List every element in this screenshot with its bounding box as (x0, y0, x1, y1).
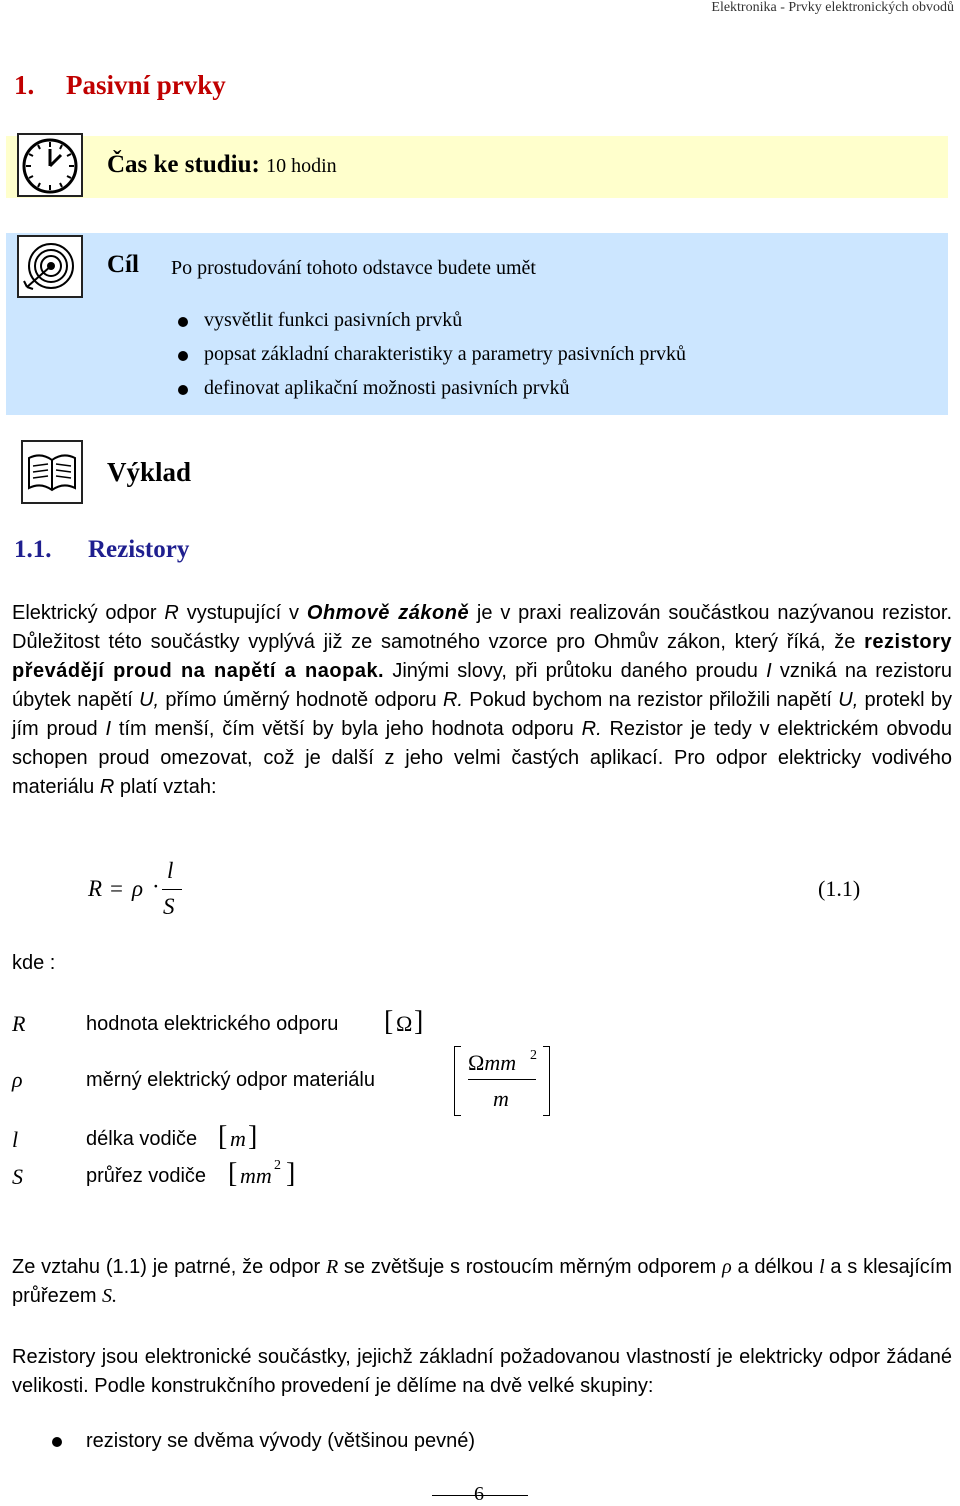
formula-denominator: S (163, 894, 175, 919)
fraction-bar (468, 1079, 536, 1080)
symbol-s: S (12, 1164, 23, 1189)
bracket-right: ] (286, 1158, 296, 1189)
symbol-i: I (766, 660, 772, 682)
symbol-desc: hodnota elektrického odporu (86, 1013, 339, 1035)
list-item: vysvětlit funkci pasivních prvků (178, 309, 686, 343)
chapter-number: 1. (14, 70, 35, 100)
bracket-left: [ (228, 1158, 238, 1189)
text-run: se zvětšuje s rostoucím měrným odporem (338, 1256, 723, 1278)
formula-dot: · (152, 874, 160, 899)
text-run: Pokud bychom na rezistor přiložili napětí (462, 689, 839, 711)
paragraph-groups: Rezistory jsou elektronické součástky, jejichž základní požadovanou vlastností je elektricky odpor žádané velikosti. Podle konstrukčního provedení je dělíme na dvě velké skupiny: (12, 1346, 952, 1397)
list-item: definovat aplikační možnosti pasivních prvků (178, 377, 686, 411)
symbol-r: R (99, 776, 115, 798)
book-icon (21, 440, 83, 504)
text-run: Jinými slovy, při průtoku daného proudu (384, 660, 767, 682)
formula-numerator: l (167, 858, 174, 883)
explanation-heading: Výklad (107, 457, 192, 487)
symbol-rho: ρ (722, 1256, 732, 1278)
study-time-value: 10 hodin (266, 155, 337, 177)
symbol-l: l (819, 1256, 825, 1278)
chapter-title: Pasivní prvky (66, 70, 226, 100)
unit-omega: Ω (468, 1050, 485, 1075)
target-icon (17, 235, 83, 298)
paragraph-relation (12, 1253, 952, 1311)
symbol-i: I (105, 718, 112, 740)
unit-ohm: Ω (396, 1011, 413, 1036)
where-label: kde : (12, 952, 56, 974)
list-item: popsat základní charakteristiky a parametry pasivních prvků (178, 343, 686, 377)
section-title: Rezistory (88, 536, 190, 563)
goal-label: Cíl (107, 251, 139, 278)
text-run: platí vztah: (114, 776, 217, 798)
formula-rho: ρ (132, 876, 144, 901)
text-run: přímo úměrný hodnotě odporu (159, 689, 443, 711)
goal-list (178, 309, 686, 411)
text-run: vystupující v (178, 602, 307, 624)
unit-resistivity (454, 1046, 550, 1116)
unit-exponent: 2 (530, 1048, 537, 1063)
symbol-r: R (325, 1256, 339, 1278)
paragraph-intro (12, 599, 952, 802)
fraction-bar (162, 889, 182, 890)
formula-equals: = (110, 876, 123, 901)
unit-mm: mm (240, 1163, 272, 1188)
bracket-right: ] (248, 1121, 258, 1152)
unit-meter: m (230, 1126, 246, 1151)
goal-intro: Po prostudování tohoto odstavce budete umět (171, 257, 536, 279)
formula-1-1 (88, 858, 878, 928)
clock-icon (17, 133, 83, 197)
bracket-left: [ (218, 1121, 228, 1152)
symbol-l: l (12, 1127, 19, 1152)
unit-exponent: 2 (274, 1158, 281, 1173)
text-run: vzniká na rezistoru úbytek napětí (12, 660, 952, 711)
bullet-icon (52, 1437, 62, 1447)
page-number: 6 (474, 1483, 484, 1505)
study-time-label: Čas ke studiu: (107, 151, 260, 178)
symbol-desc: délka vodiče (86, 1128, 198, 1150)
symbol-u: U, (139, 689, 160, 711)
symbol-r: R. (581, 718, 602, 740)
symbol-rho: ρ (12, 1067, 23, 1092)
unit-numerator (468, 1050, 516, 1076)
symbol-s: S. (102, 1285, 118, 1307)
symbol-r: R. (442, 689, 463, 711)
bracket-left: [ (384, 1006, 394, 1037)
text-run: je v praxi realizován součástkou nazývanou rezistor. Důležitost této součástky vyplývá již ze samotného vzorce pro Ohmův zákon, který říká, že (12, 602, 953, 653)
list-item: rezistory se dvěma vývody (většinou pevné) (86, 1430, 476, 1452)
formula-number: (1.1) (818, 876, 861, 901)
section-number: 1.1. (14, 536, 52, 563)
text-run: a délkou (731, 1256, 820, 1278)
section-heading (14, 536, 189, 564)
symbol-u: U, (838, 689, 859, 711)
bold-statement: rezistory převádějí proud na napětí a naopak. (12, 631, 952, 682)
running-header: Elektronika - Prvky elektronických obvodů (711, 0, 954, 15)
bold-term: Ohmově zákoně (306, 602, 470, 624)
text-run: tím menší, čím větší by byla jeho hodnota odporu (111, 718, 582, 740)
formula-lhs: R (88, 876, 103, 901)
unit-mm: mm (484, 1050, 517, 1075)
symbol-r: R (164, 602, 179, 624)
symbol-desc: měrný elektrický odpor materiálu (86, 1069, 375, 1091)
text-run: Ze vztahu (1.1) je patrné, že odpor (12, 1256, 326, 1278)
symbol-desc: průřez vodiče (86, 1165, 207, 1187)
text-run: Elektrický odpor (12, 602, 165, 624)
study-time-heading (107, 151, 337, 179)
unit-denominator: m (493, 1086, 509, 1111)
chapter-heading (14, 70, 226, 101)
bracket-right: ] (414, 1006, 424, 1037)
symbol-r: R (12, 1011, 26, 1036)
text-run: a s klesajícím průřezem (12, 1256, 952, 1307)
text-run: protekl by jím proud (12, 689, 952, 740)
text-run: Rezistor je tedy v elektrickém obvodu schopen proud omezovat, což je další z jeho velmi častých aplikací. Pro odpor elektricky vodivého materiálu (12, 718, 952, 798)
